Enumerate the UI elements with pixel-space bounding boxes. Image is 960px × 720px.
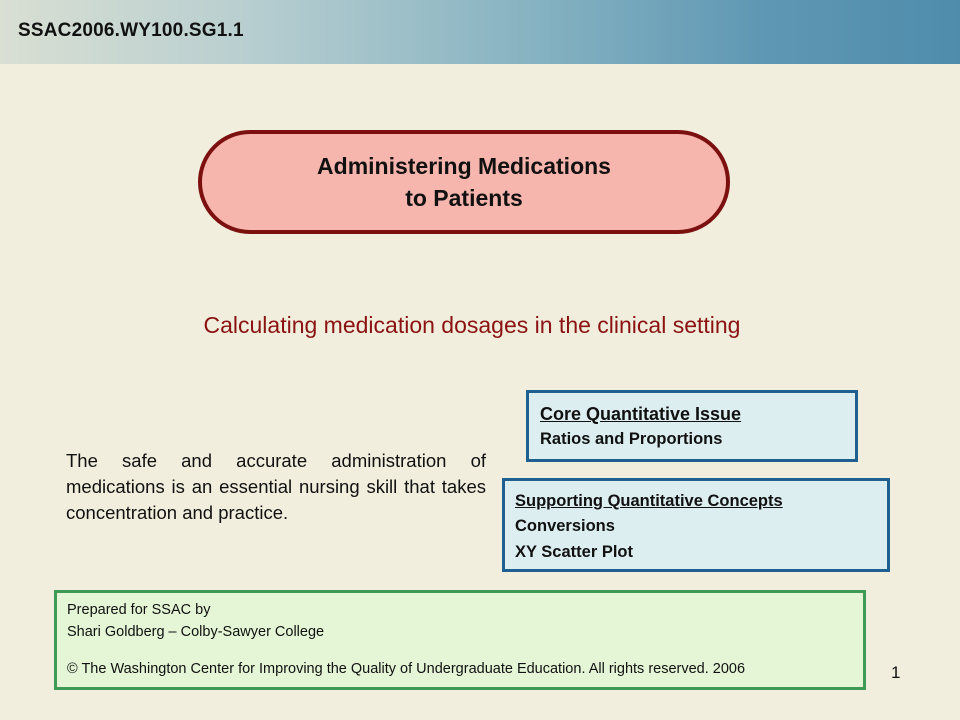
copyright-text: © The Washington Center for Improving the Quality of Undergraduate Education. All rights reserved. 2006 (67, 661, 746, 677)
prepared-for-text: Prepared for SSAC by (67, 602, 211, 618)
core-quantitative-issue-box (526, 390, 858, 462)
slide-id: SSAC2006.WY100.SG1.1 (18, 20, 244, 41)
title-banner (198, 130, 730, 234)
title-line-2: to Patients (405, 185, 523, 211)
title-line-1: Administering Medications (317, 153, 611, 179)
supporting-concept-item: Conversions (515, 517, 615, 535)
subtitle: Calculating medication dosages in the clinical setting (203, 312, 741, 338)
core-issue-heading: Core Quantitative Issue (540, 404, 742, 424)
page-number: 1 (891, 663, 901, 682)
description-text: The safe and accurate administration of medications is an essential nursing skill that takes concentration and practice. (66, 450, 486, 523)
credits-box (54, 590, 866, 690)
header-bar (0, 0, 960, 64)
supporting-concepts-box (502, 478, 890, 572)
author-text: Shari Goldberg – Colby-Sawyer College (67, 624, 325, 640)
supporting-concept-item: XY Scatter Plot (515, 543, 633, 561)
supporting-concepts-heading: Supporting Quantitative Concepts (515, 492, 783, 510)
core-issue-item: Ratios and Proportions (540, 430, 723, 448)
